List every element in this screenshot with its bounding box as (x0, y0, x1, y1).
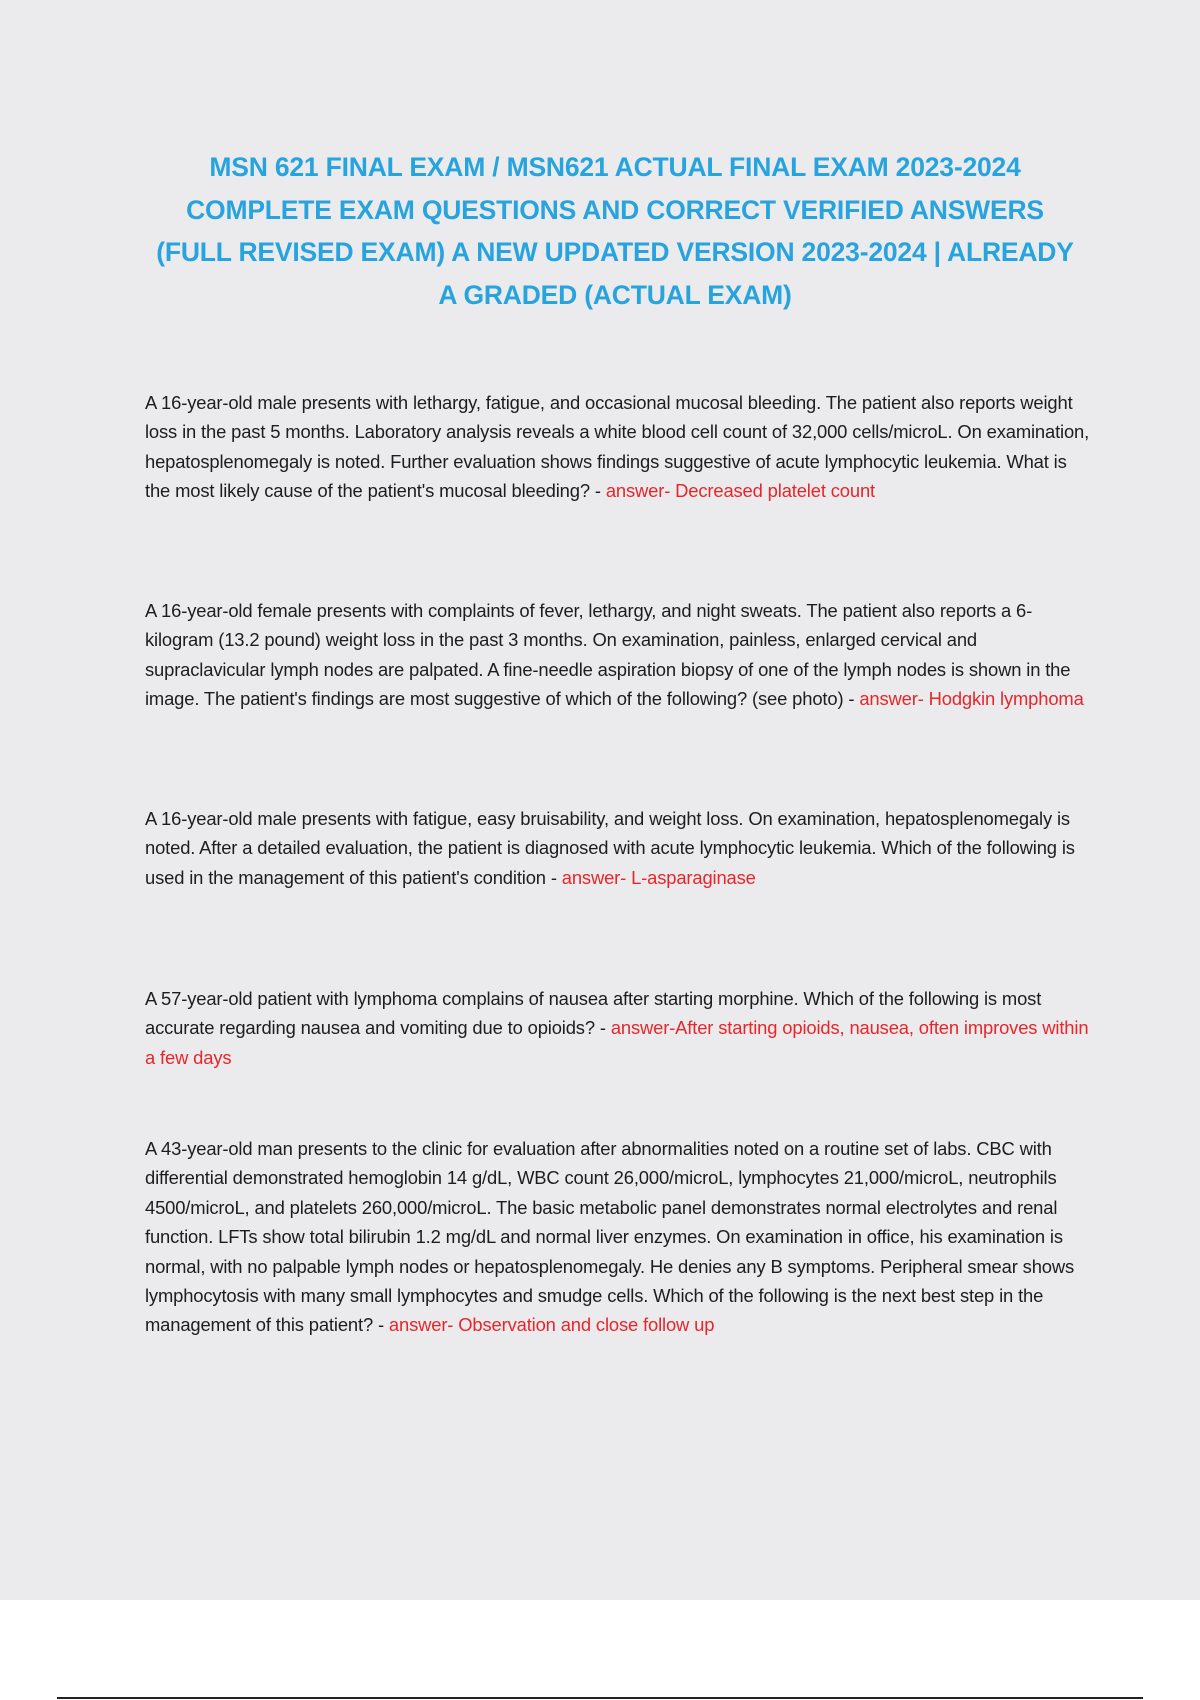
page-bottom-rule (57, 1697, 1143, 1699)
question-text: A 43-year-old man presents to the clinic for evaluation after abnormalities noted on a routine set of labs. CBC with differential demonstrated hemoglobin 14 g/dL, WBC count 26,000/microL, lymphocytes 21,000/microL, neutrophils 4500/microL, and platelets 260,000/microL. The basic metabolic panel demonstrates normal electrolytes and renal function. LFTs show total bilirubin 1.2 mg/dL and normal liver enzymes. On examination in office, his examination is normal, with no palpable lymph nodes or hepatosplenomegaly. He denies any B symptoms. Peripheral smear shows lymphocytosis with many small lymphocytes and smudge cells. Which of the following is the next best step in the management of this patient? - (145, 1138, 1075, 1336)
qa-item-3 (145, 804, 1093, 892)
question-text: A 16-year-old female presents with complaints of fever, lethargy, and night sweats. The patient also reports a 6-kilogram (13.2 pound) weight loss in the past 3 months. On examination, painless, enlarged cervical and supraclavicular lymph nodes are palpated. A fine-needle aspiration biopsy of one of the lymph nodes is shown in the image. The patient's findings are most suggestive of which of the following? (see photo) - (145, 600, 1071, 710)
qa-item-4 (145, 984, 1093, 1072)
answer-text: answer-After starting opioids, nausea, often improves within a few days (145, 1017, 1089, 1068)
qa-item-5 (145, 1134, 1093, 1340)
question-text: A 16-year-old male presents with lethargy, fatigue, and occasional mucosal bleeding. The patient also reports weight loss in the past 5 months. Laboratory analysis reveals a white blood cell count of 32,000 cells/microL. On examination, hepatosplenomegaly is noted. Further evaluation shows findings suggestive of acute lymphocytic leukemia. What is the most likely cause of the patient's mucosal bleeding? - (145, 392, 1090, 502)
qa-item-2 (145, 596, 1093, 714)
question-text: A 16-year-old male presents with fatigue, easy bruisability, and weight loss. On examination, hepatosplenomegaly is noted. After a detailed evaluation, the patient is diagnosed with acute lymphocytic leukemia. Which of the following is used in the management of this patient's condition - (145, 808, 1075, 888)
answer-text: answer- Observation and close follow up (388, 1314, 715, 1336)
answer-text: answer- Hodgkin lymphoma (859, 688, 1084, 710)
qa-item-1 (145, 388, 1093, 506)
question-text: A 57-year-old patient with lymphoma complains of nausea after starting morphine. Which of the following is most accurate regarding nausea and vomiting due to opioids? - (145, 988, 1042, 1039)
document-title: MSN 621 FINAL EXAM / MSN621 ACTUAL FINAL EXAM 2023-2024 COMPLETE EXAM QUESTIONS AND CORRECT VERIFIED ANSWERS (FULL REVISED EXAM) A NEW UPDATED VERSION 2023-2024 | ALREADY A GRADED (ACTUAL EXAM) (156, 152, 1074, 310)
answer-text: answer- L-asparaginase (561, 866, 756, 888)
answer-text: answer- Decreased platelet count (605, 480, 875, 502)
